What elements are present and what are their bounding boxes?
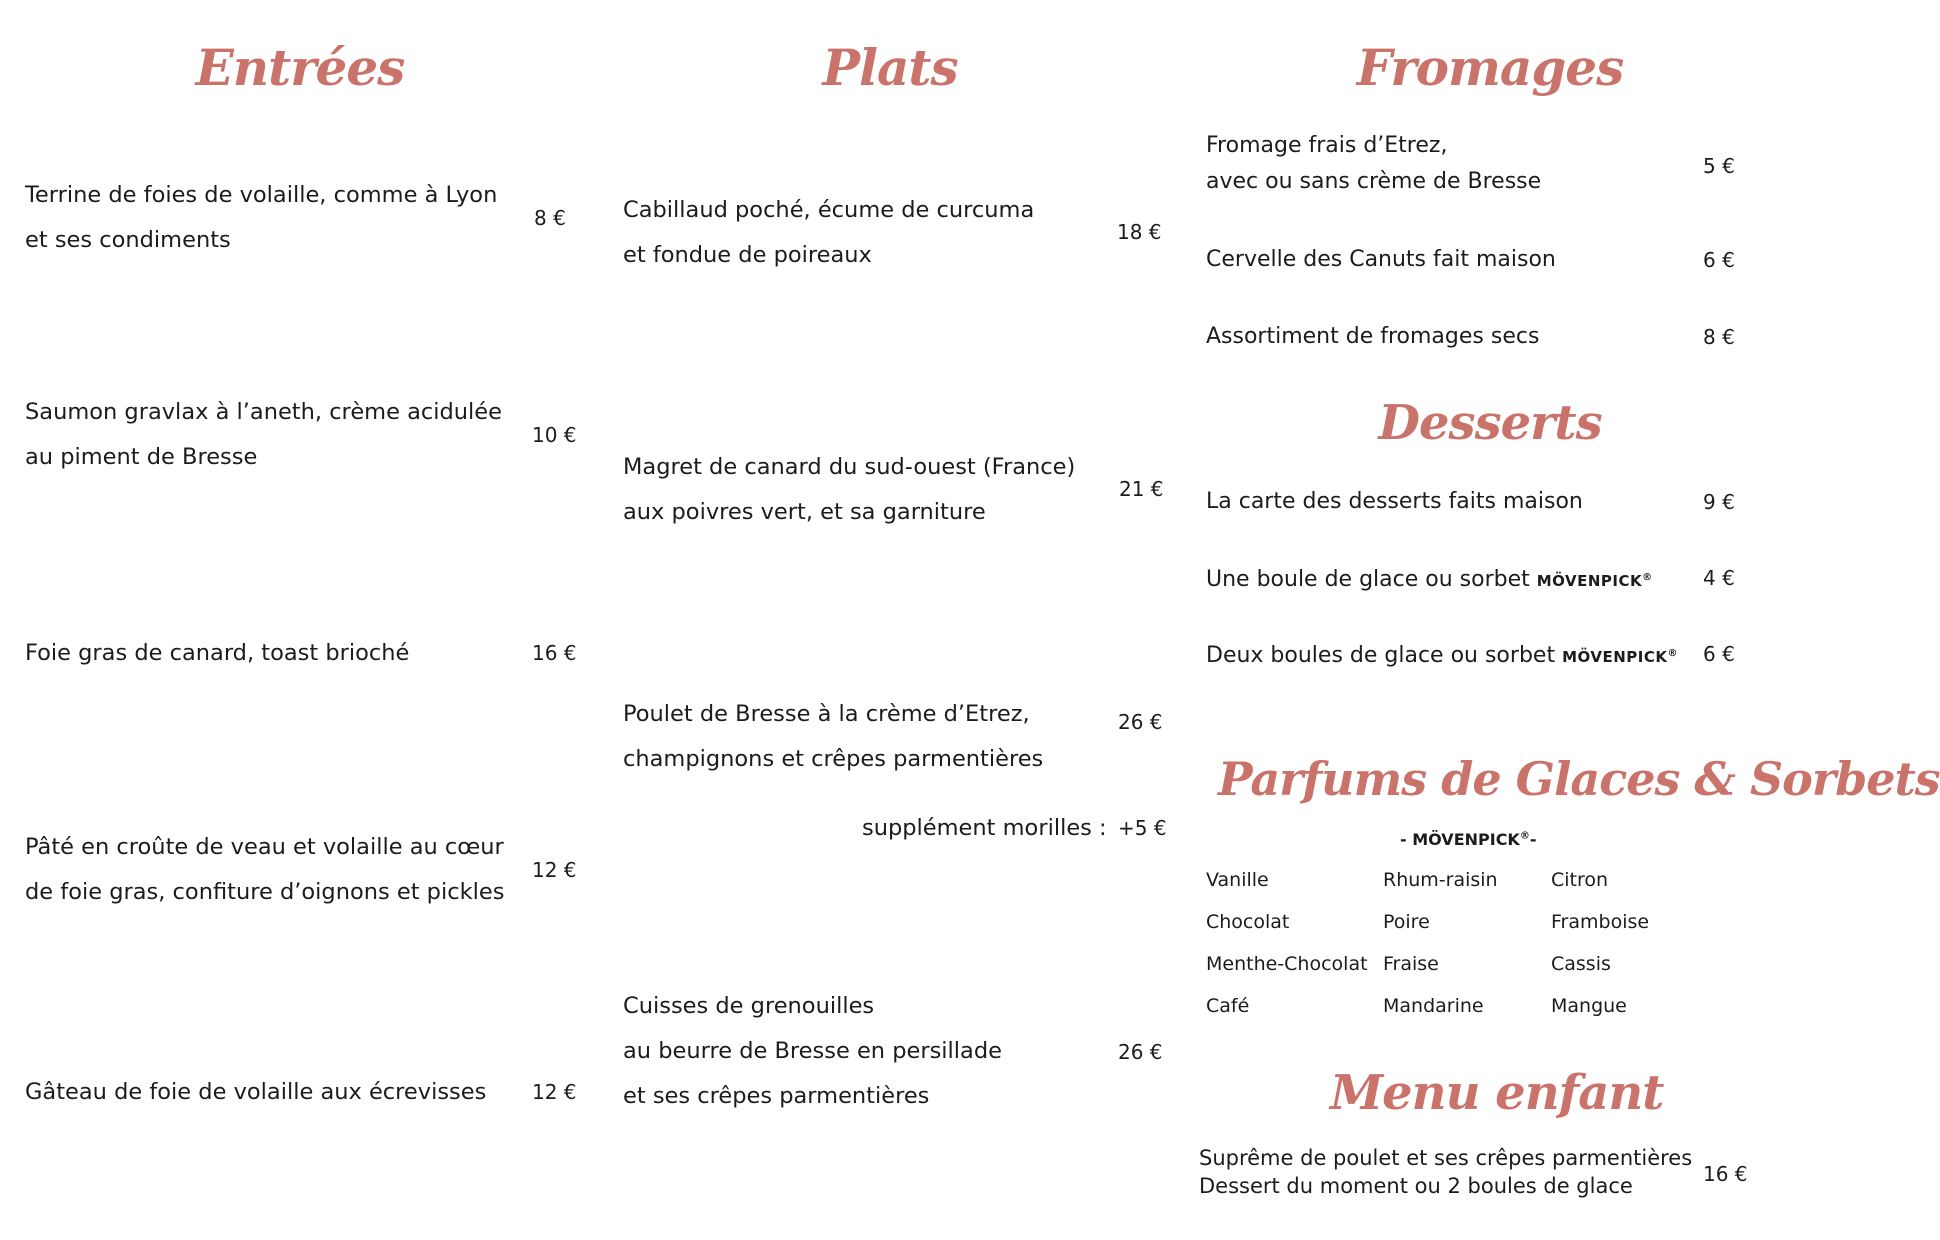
menu-item-une-boule: Une boule de glace ou sorbet MÖVENPICK®: [1206, 567, 1653, 592]
price-pate-croute: 12 €: [532, 858, 577, 882]
price-terrine: 8 €: [534, 206, 566, 230]
price-gateau-foie: 12 €: [532, 1080, 577, 1104]
brand-movenpick: MÖVENPICK®: [1536, 572, 1653, 590]
price-foie-gras: 16 €: [532, 641, 577, 665]
price-saumon: 10 €: [532, 423, 577, 447]
brand-movenpick-subtitle: - MÖVENPICK®-: [1400, 830, 1537, 849]
price-deux-boules: 6 €: [1703, 642, 1735, 666]
menu-item-gateau-foie: Gâteau de foie de volaille aux écrevisses: [25, 1079, 487, 1105]
menu-item-cabillaud: Cabillaud poché, écume de curcuma et fondue de poireaux: [623, 197, 1035, 268]
menu-item-fromage-frais: Fromage frais d’Etrez, avec ou sans crème de Bresse: [1206, 133, 1542, 194]
menu-item-pate-croute: Pâté en croûte de veau et volaille au cœur de foie gras, confiture d’oignons et pickles: [25, 834, 505, 905]
section-title-fromages: Fromages: [1356, 38, 1624, 97]
menu-item-foie-gras: Foie gras de canard, toast brioché: [25, 640, 410, 666]
brand-movenpick: MÖVENPICK®: [1562, 648, 1678, 666]
menu-item-cervelle-canuts: Cervelle des Canuts fait maison: [1206, 247, 1556, 272]
flavor-item: Rhum-raisin: [1383, 869, 1498, 891]
menu-item-poulet-bresse: Poulet de Bresse à la crème d’Etrez, champignons et crêpes parmentières: [623, 701, 1044, 772]
flavor-item: Mandarine: [1383, 995, 1484, 1017]
flavor-item: Vanille: [1206, 869, 1269, 891]
section-title-entrees: Entrées: [195, 38, 405, 97]
price-cabillaud: 18 €: [1117, 220, 1162, 244]
flavor-item: Café: [1206, 995, 1250, 1017]
price-poulet-bresse: 26 €: [1118, 710, 1163, 734]
menu-item-enfant: Suprême de poulet et ses crêpes parmentières Dessert du moment ou 2 boules de glace: [1199, 1146, 1693, 1198]
menu-item-assortiment-fromages: Assortiment de fromages secs: [1206, 324, 1540, 349]
flavor-item: Menthe-Chocolat: [1206, 953, 1368, 975]
flavor-item: Fraise: [1383, 953, 1439, 975]
menu-item-grenouilles: Cuisses de grenouilles au beurre de Bresse en persillade et ses crêpes parmentières: [623, 993, 1002, 1109]
flavor-item: Chocolat: [1206, 911, 1290, 933]
section-title-plats: Plats: [822, 38, 958, 97]
section-title-parfums: Parfums de Glaces & Sorbets: [1218, 752, 1940, 806]
flavor-item: Framboise: [1551, 911, 1650, 933]
menu-item-saumon: Saumon gravlax à l’aneth, crème acidulée au piment de Bresse: [25, 399, 502, 470]
flavor-item: Mangue: [1551, 995, 1627, 1017]
price-menu-enfant: 16 €: [1703, 1162, 1748, 1186]
price-fromage-frais: 5 €: [1703, 154, 1735, 178]
price-magret: 21 €: [1119, 477, 1164, 501]
menu-item-deux-boules: Deux boules de glace ou sorbet MÖVENPICK®: [1206, 643, 1678, 668]
price-grenouilles: 26 €: [1118, 1040, 1163, 1064]
menu-item-terrine: Terrine de foies de volaille, comme à Lyon et ses condiments: [25, 182, 498, 253]
section-title-desserts: Desserts: [1378, 395, 1602, 451]
flavor-item: Cassis: [1551, 953, 1611, 975]
section-title-menu-enfant: Menu enfant: [1330, 1065, 1664, 1121]
menu-item-magret: Magret de canard du sud-ouest (France) aux poivres vert, et sa garniture: [623, 454, 1076, 525]
supplement-morilles: supplément morilles :: [862, 815, 1107, 841]
price-supplement-morilles: +5 €: [1118, 816, 1167, 840]
flavor-item: Poire: [1383, 911, 1430, 933]
price-carte-desserts: 9 €: [1703, 490, 1735, 514]
price-assortiment-fromages: 8 €: [1703, 325, 1735, 349]
price-cervelle-canuts: 6 €: [1703, 248, 1735, 272]
menu-item-carte-desserts: La carte des desserts faits maison: [1206, 489, 1583, 514]
price-une-boule: 4 €: [1703, 566, 1735, 590]
flavor-item: Citron: [1551, 869, 1609, 891]
